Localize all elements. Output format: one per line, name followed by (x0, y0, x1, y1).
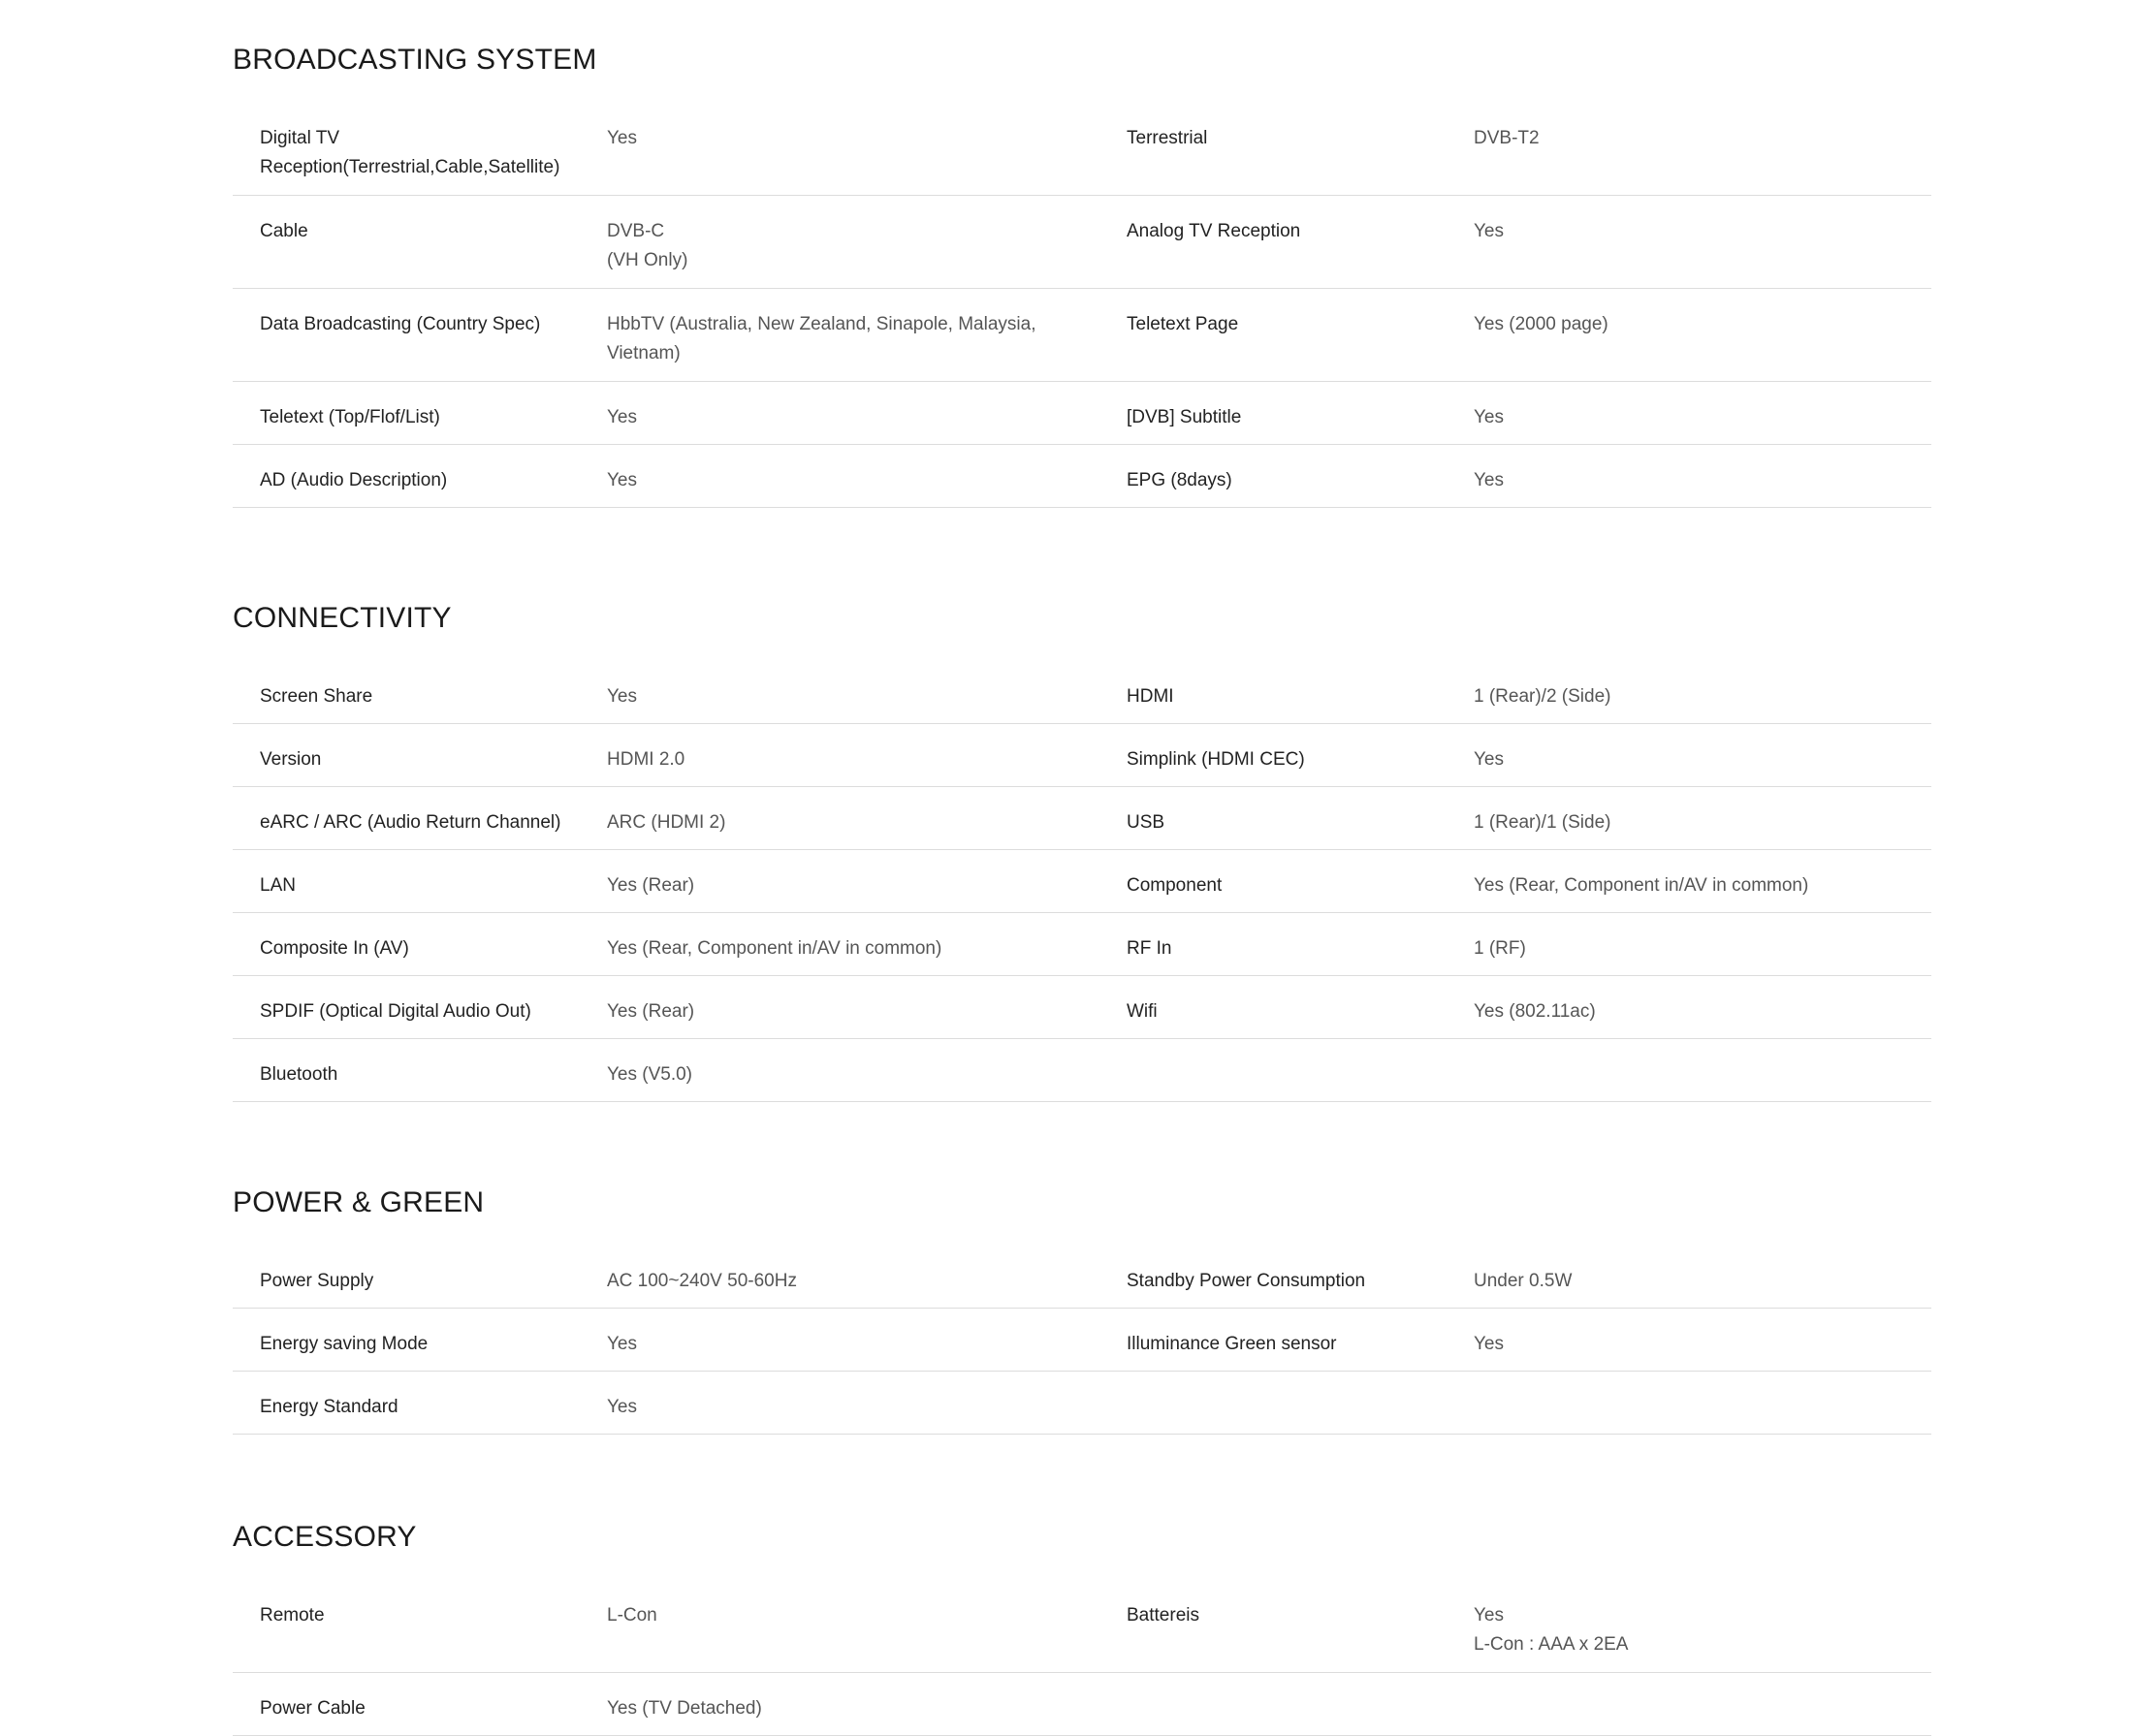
section-title: CONNECTIVITY (233, 602, 452, 634)
spec-value: Yes (2000 page) (1474, 314, 1608, 334)
section-gap (233, 508, 1931, 593)
spec-value: HDMI 2.0 (607, 749, 685, 770)
spec-value: Yes (802.11ac) (1474, 1001, 1596, 1022)
spec-label: Terrestrial (1127, 128, 1208, 148)
spec-label: Cable (260, 221, 308, 241)
spec-label: Energy saving Mode (260, 1334, 429, 1354)
section-connectivity (233, 593, 1931, 1102)
spec-table (233, 661, 1931, 1102)
spec-value: DVB-T2 (1474, 128, 1540, 148)
section-accessory (233, 1512, 1931, 1736)
section-power-green (233, 1178, 1931, 1435)
spec-label: Power Cable (260, 1698, 366, 1719)
spec-label (1099, 1393, 1474, 1422)
spec-value: Yes (607, 407, 637, 427)
spec-table (233, 1580, 1931, 1736)
spec-table (233, 103, 1931, 508)
spec-row (233, 382, 1931, 445)
spec-label: Bluetooth (260, 1064, 338, 1085)
spec-value (1474, 1694, 1931, 1723)
spec-label: Component (1127, 875, 1223, 896)
spec-label: Version (260, 749, 322, 770)
section-title: POWER & GREEN (233, 1186, 485, 1218)
spec-row (233, 1580, 1931, 1673)
spec-value: DVB-C (VH Only) (607, 221, 688, 270)
spec-row (233, 976, 1931, 1039)
spec-value: Yes (TV Detached) (607, 1698, 762, 1719)
spec-label: Teletext (Top/Flof/List) (260, 407, 440, 427)
spec-row (233, 850, 1931, 913)
spec-value (1474, 1393, 1931, 1422)
spec-value: L-Con (607, 1605, 657, 1626)
spec-value: Yes (607, 686, 637, 707)
spec-row (233, 1246, 1931, 1309)
spec-value: Yes (Rear, Component in/AV in common) (607, 938, 942, 959)
spec-label: USB (1127, 812, 1165, 833)
spec-value: Yes (1474, 221, 1504, 241)
spec-value: ARC (HDMI 2) (607, 812, 726, 833)
spec-label: Teletext Page (1127, 314, 1239, 334)
spec-value: Yes (607, 470, 637, 490)
spec-label: Remote (260, 1605, 325, 1626)
spec-label: Wifi (1127, 1001, 1158, 1022)
spec-label: AD (Audio Description) (260, 470, 448, 490)
spec-page (233, 35, 1931, 1736)
spec-row (233, 787, 1931, 850)
spec-value: Yes (607, 1334, 637, 1354)
spec-label (1099, 1694, 1474, 1723)
spec-row (233, 661, 1931, 724)
spec-value: Yes (V5.0) (607, 1064, 693, 1085)
spec-row (233, 1039, 1931, 1102)
section-gap (233, 1102, 1931, 1178)
spec-value: Yes (607, 1397, 637, 1417)
spec-label: Standby Power Consumption (1127, 1271, 1366, 1291)
spec-label: EPG (8days) (1127, 470, 1232, 490)
spec-row (233, 913, 1931, 976)
spec-label: HDMI (1127, 686, 1174, 707)
spec-row (233, 289, 1931, 382)
spec-label: RF In (1127, 938, 1172, 959)
spec-row (233, 1673, 1931, 1736)
spec-label: Illuminance Green sensor (1127, 1334, 1337, 1354)
spec-label: Composite In (AV) (260, 938, 409, 959)
spec-label: eARC / ARC (Audio Return Channel) (260, 812, 561, 833)
spec-row (233, 1372, 1931, 1435)
spec-value: Yes (1474, 470, 1504, 490)
spec-value: Yes (Rear) (607, 1001, 695, 1022)
spec-label: [DVB] Subtitle (1127, 407, 1242, 427)
spec-value: Yes L-Con : AAA x 2EA (1474, 1605, 1629, 1655)
spec-row (233, 1309, 1931, 1372)
spec-label: Power Supply (260, 1271, 374, 1291)
spec-value: 1 (Rear)/2 (Side) (1474, 686, 1611, 707)
spec-value: Yes (Rear, Component in/AV in common) (1474, 875, 1809, 896)
spec-value: Yes (1474, 749, 1504, 770)
spec-label: Simplink (HDMI CEC) (1127, 749, 1305, 770)
spec-label: Battereis (1127, 1605, 1199, 1626)
spec-value: 1 (Rear)/1 (Side) (1474, 812, 1611, 833)
spec-label (1099, 1060, 1474, 1089)
spec-label: Digital TV Reception(Terrestrial,Cable,Satellite) (260, 128, 560, 177)
spec-label: LAN (260, 875, 296, 896)
section-title: ACCESSORY (233, 1521, 417, 1553)
spec-value: 1 (RF) (1474, 938, 1526, 959)
spec-value: Yes (Rear) (607, 875, 695, 896)
spec-label: Energy Standard (260, 1397, 398, 1417)
spec-value: Under 0.5W (1474, 1271, 1573, 1291)
spec-row (233, 196, 1931, 289)
spec-row (233, 724, 1931, 787)
spec-value: AC 100~240V 50-60Hz (607, 1271, 797, 1291)
section-title: BROADCASTING SYSTEM (233, 44, 597, 76)
spec-value: HbbTV (Australia, New Zealand, Sinapole, Malaysia, Vietnam) (607, 314, 1036, 363)
spec-value: Yes (607, 128, 637, 148)
spec-value (1474, 1060, 1931, 1089)
spec-value: Yes (1474, 1334, 1504, 1354)
spec-label: Analog TV Reception (1127, 221, 1301, 241)
section-gap (233, 1435, 1931, 1512)
spec-table (233, 1246, 1931, 1435)
spec-label: SPDIF (Optical Digital Audio Out) (260, 1001, 531, 1022)
spec-label: Data Broadcasting (Country Spec) (260, 314, 541, 334)
section-broadcasting-system (233, 35, 1931, 508)
spec-row (233, 103, 1931, 196)
spec-row (233, 445, 1931, 508)
spec-value: Yes (1474, 407, 1504, 427)
spec-label: Screen Share (260, 686, 373, 707)
